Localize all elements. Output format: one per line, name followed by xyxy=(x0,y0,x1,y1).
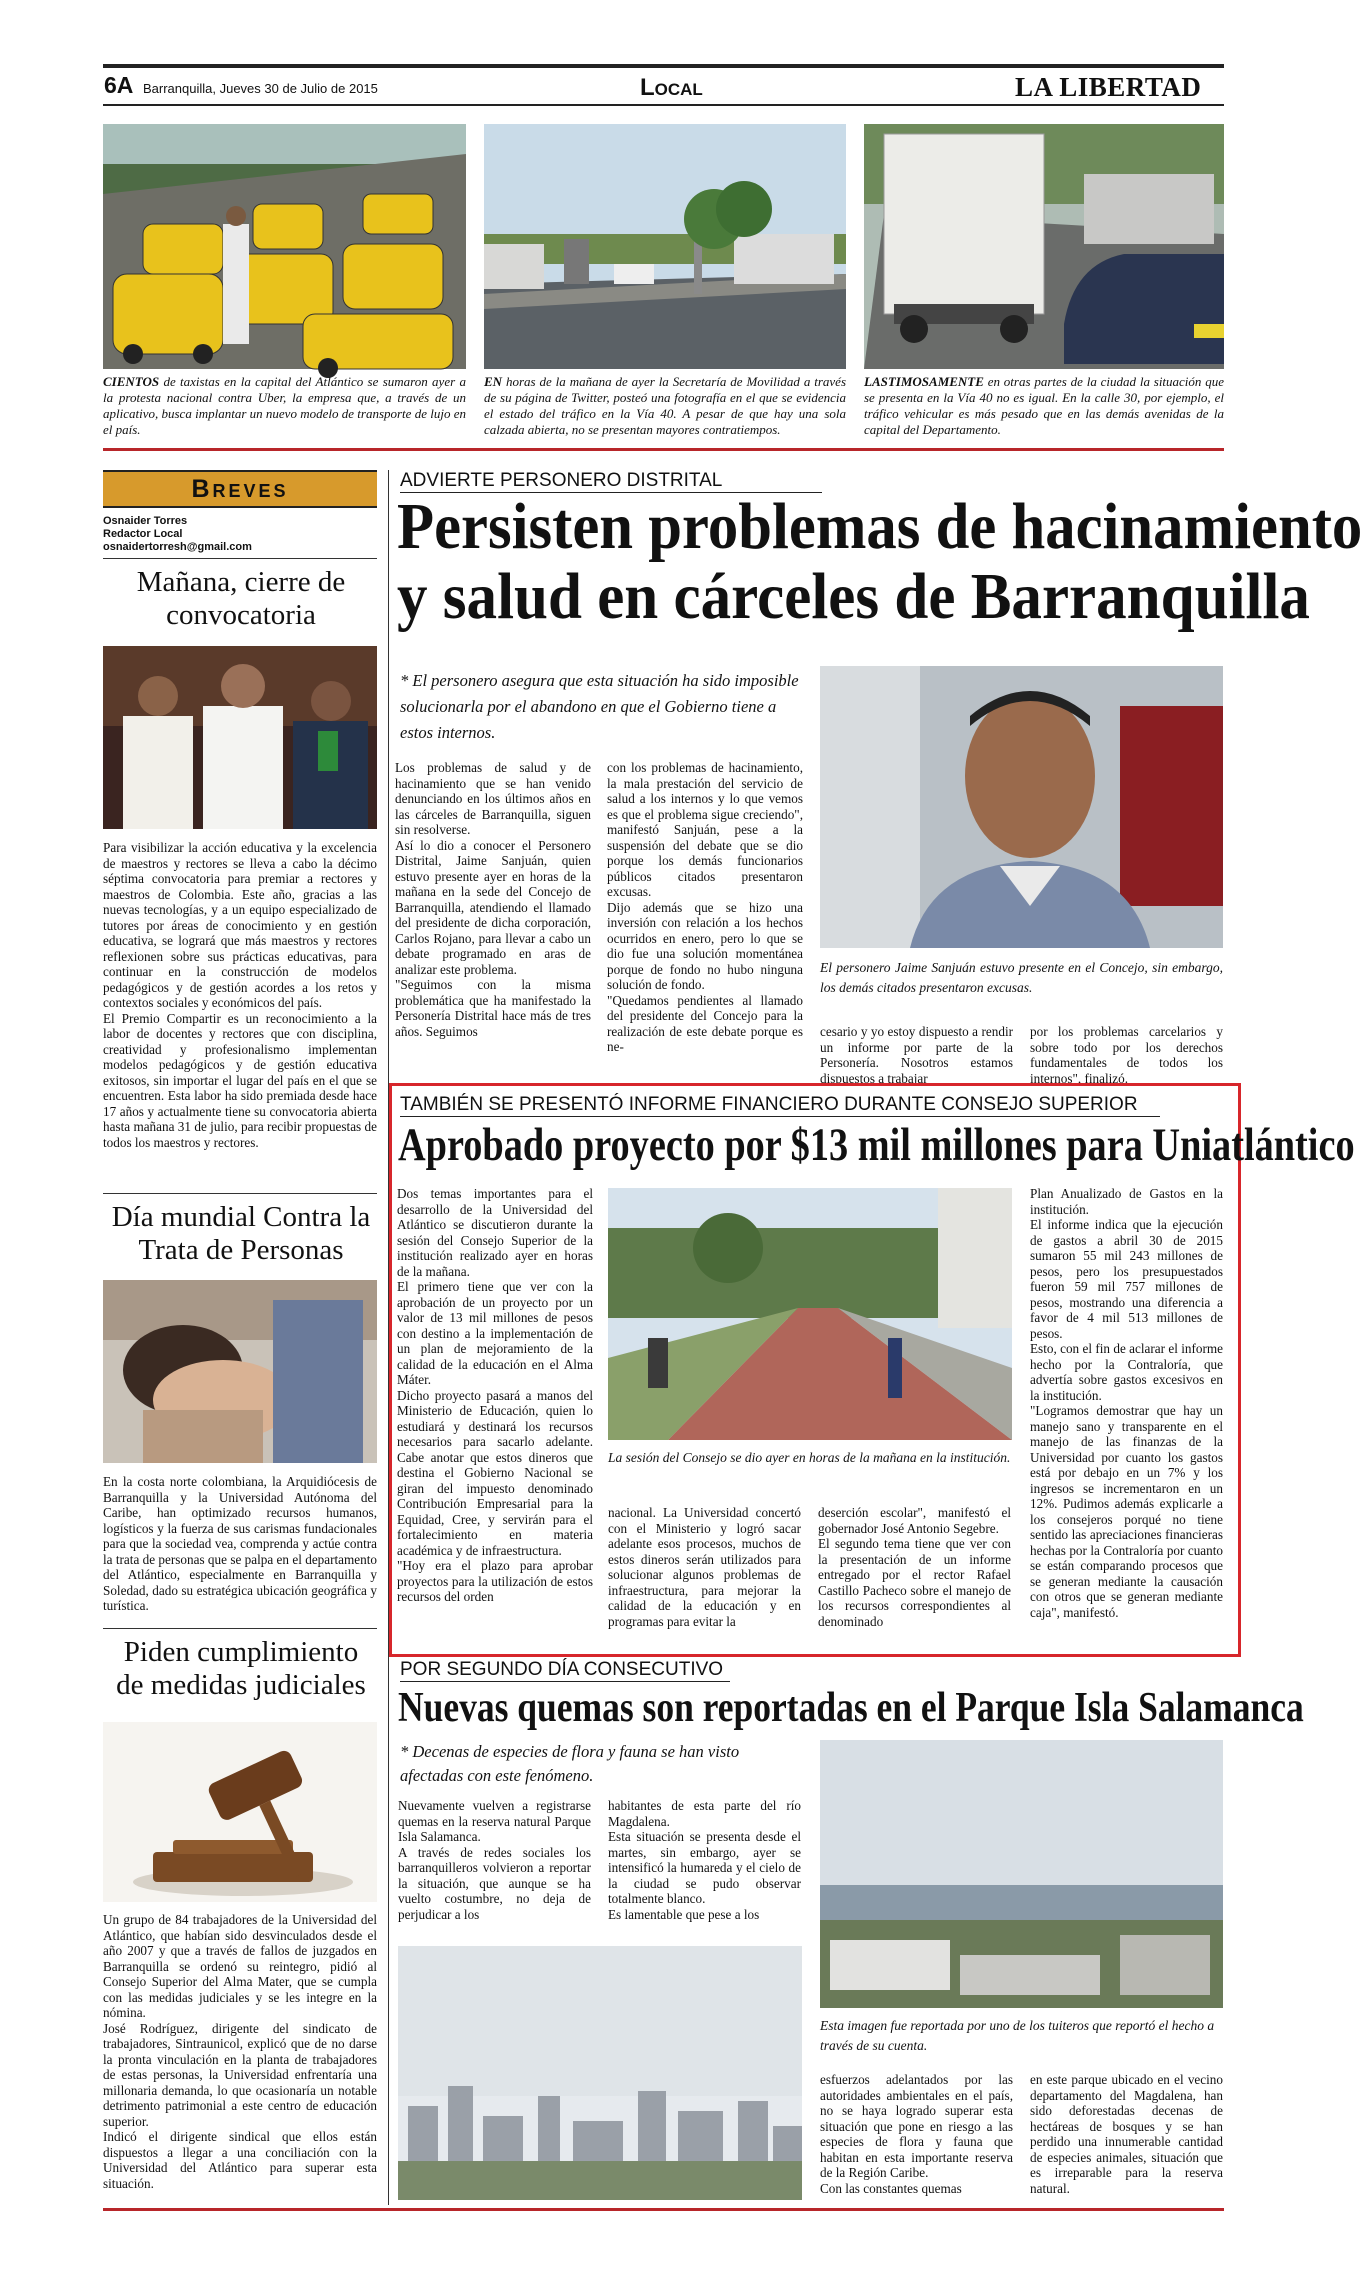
masthead: LA LIBERTAD xyxy=(1015,72,1202,102)
article1-col3: cesario y yo estoy dispuesto a rendir un informe por parte de la Personería. Nosotros estamos dispuestos a trabajar xyxy=(820,1024,1013,1086)
caption-text: en otras partes de la ciudad la situación que se presenta en la Vía 40 no es igual. En la calle 30, por ejemplo, el tráfico vehicular es más pesado que en las demás avenidas de la capital del Departamento. xyxy=(864,374,1224,437)
breve-body-1: Para visibilizar la acción educativa y la excelencia de maestros y rectores se lleva a cabo la décimo séptima convocatoria para premiar a rectores y maestros de Colombia. Este año, gracias a las nuevas tecnologías, y a un equipo especializado de tutores por áreas de conocimiento y en gestión educativa, se logrará que más maestros y rectores reflexionen sobre sus prácticas educativas, para continuar en la construcción de modelos pedagógicos y de gestión acordes a los retos y contextos sociales y económicos del país. El Premio Compartir es un reconocimiento a la labor de docentes y rectores que con disciplina, creatividad y profesionalismo implementan modelos pedagógicos y de gestión educativa exitosos, sin importar el lugar del país en el que se encuentren. Esta labor ha sido premiada desde hace 17 años y actualmente tiene su convocatoria abierta hasta mañana 31 de julio, para recibir propuestas de todos los maestros y rectores. xyxy=(103,840,377,1150)
breves-label: Breves xyxy=(191,475,289,503)
breves-banner xyxy=(103,470,377,508)
photo-premio xyxy=(103,646,377,829)
photo-personero xyxy=(820,666,1223,948)
article3-headline: Nuevas quemas son reportadas en el Parque Isla Salamanca xyxy=(398,1685,1304,1731)
caption-lead: EN xyxy=(484,374,503,389)
article2-col3: deserción escolar", manifestó el gobernador José Antonio Segebre. El segundo tema tiene que ver con la presentación de un informe entregado por el rector Rafael Castillo Pacheco sobre el manejo de los recursos correspondientes al denominado xyxy=(818,1505,1011,1629)
photo-calle30 xyxy=(864,124,1224,369)
article1-col2: con los problemas de hacinamiento, la mala prestación del servicio de salud a los internos y lo que vemos es que el problema sigue creciendo", manifestó Sanjuán, pese a la suspensión del debate que se dio porque los demás funcionarios públicos citados presentaron excusas. Dijo además que se hizo una inversión con relación a los hechos ocurridos en enero, pero lo que se dio fue una solución momentánea porque de fondo no hubo ninguna solución de fondo. "Quedamos pendientes al llamado del presidente del Concejo para la realización de este debate porque es ne- xyxy=(607,760,803,1054)
article2-col4: Plan Anualizado de Gastos en la institución. El informe indica que la ejecución de gastos a abril 30 de 2015 sumaron 55 mil 243 millones de pesos, pero los presupuestados fueron 59 mil 757 millones de pesos, mostrando una diferencia a favor de 4 mil 513 millones de pesos. Esto, con el fin de aclarar el informe hecho por la Contraloría, que advertía sobre gastos excesivos en la institución. "Logramos demostrar que hay un manejo sano y transparente en el manejo de las finanzas de la Universidad por cuanto los gastos está por debajo en un 7% y los ingresos se incrementaron en un 12%. Pudimos además explicarle a los consejeros porqué no tiene sentido las apreciaciones financieras hechas por la Contraloría por cuanto se están comparando procesos que se generan mediante la causación con otros que se generan mediante caja", manifestó. xyxy=(1030,1186,1223,1620)
photo-trata xyxy=(103,1280,377,1463)
caption-text: de taxistas en la capital del Atlántico se sumaron ayer a la protesta nacional contra Uber, la empresa que, a través de un aplicativo, busca implantar un nuevo modelo de transporte de lujo en el país. xyxy=(103,374,466,437)
top-rule xyxy=(103,64,1224,68)
article2-kicker: TAMBIÉN SE PRESENTÓ INFORME FINANCIERO DURANTE CONSEJO SUPERIOR xyxy=(400,1093,1160,1117)
article3-col2: habitantes de esta parte del río Magdalena. Esta situación se presenta desde el martes, sin embargo, ayer se intensificó la humareda y el cielo de la ciudad se pudo observar totalmente blanco. Es lamentable que pese a los xyxy=(608,1798,801,1922)
article1-col1: Los problemas de salud y de hacinamiento que se han venido denunciando en los últimos años en las cárceles de Barranquilla, siguen sin resolverse. Así lo dio a conocer el Personero Distrital, Jaime Sanjuán, quien estuvo presente ayer en horas de la mañana en la sede del Concejo de Barranquilla, atendiendo el llamado del presidente de dicha corporación, Carlos Rojano, para llevar a cabo un debate programado en aras de analizar este problema. "Seguimos con la misma problemática que ha manifestado la Personería Distrital hace más de tres años. Seguimos xyxy=(395,760,591,1039)
photo-uniatlantico xyxy=(608,1188,1012,1440)
article1-photo-caption: El personero Jaime Sanjuán estuvo presente en el Concejo, sin embargo, los demás citados presentaron excusas. xyxy=(820,960,1223,995)
breves-email: osnaidertorresh@gmail.com xyxy=(103,541,252,553)
breves-divider xyxy=(103,558,377,559)
page-number: 6A xyxy=(104,72,134,98)
article1-summary: * El personero asegura que esta situación ha sido imposible solucionarla por el abandono en que el Gobierno tiene a estos internos. xyxy=(400,671,799,742)
breve-title-3: Piden cumplimiento de medidas judiciales xyxy=(116,1636,366,1701)
breves-divider-3 xyxy=(103,1628,377,1629)
date-line: Barranquilla, Jueves 30 de Julio de 2015 xyxy=(143,81,378,96)
top-caption-2 xyxy=(484,374,846,438)
article3-col1: Nuevamente vuelven a registrarse quemas en la reserva natural Parque Isla Salamanca. A través de redes sociales los barranquilleros volvieron a reportar la situación, que aunque se ha vuelto costumbre, no deja de perjudicar a los xyxy=(398,1798,591,1922)
breves-role: Redactor Local xyxy=(103,528,183,540)
article2-col2: nacional. La Universidad concertó con el Ministerio y logró sacar adelante esos procesos, muchos de estos dineros serán utilizados para solucionar algunos problemas de infraestructura, para mejorar la calidad de la educación y en programas para evitar la xyxy=(608,1505,801,1629)
article2-headline: Aprobado proyecto por $13 mil millones para Uniatlántico xyxy=(398,1119,1355,1171)
top-caption-1 xyxy=(103,374,466,438)
article2-col1: Dos temas importantes para el desarrollo de la Universidad del Atlántico se discutieron durante la sesión del Consejo Superior de la institución realizado ayer en horas de la mañana. El primero tiene que ver con la aprobación de un proyecto por un valor de 13 mil millones de pesos con destino a la implementación de un plan de mejoramiento de la calidad de la educación en el Alma Máter. Dicho proyecto pasará a manos del Ministerio de Educación, quien lo estudiará y destinará los recursos necesarios para sacarlo adelante. Cabe anotar que estos dineros que destina el Gobierno Nacional se giran del impuesto denominado Contribución Empresarial para la Equidad, Cree, y servirán para el fortalecimiento en materia académica y de infraestructura. "Hoy era el plazo para aprobar proyectos para la utilización de estos recursos del orden xyxy=(397,1186,593,1604)
article3-summary: * Decenas de especies de flora y fauna se han visto afectadas con este fenómeno. xyxy=(400,1742,740,1785)
photo-humareda xyxy=(398,1946,802,2200)
caption-lead: CIENTOS xyxy=(103,374,160,389)
caption-lead: LASTIMOSAMENTE xyxy=(864,374,984,389)
breve-body-2: En la costa norte colombiana, la Arquidiócesis de Barranquilla y la Universidad Autónoma del Caribe, han optimizado recursos humanos, logísticos y la fuerza de sus carismas fundacionales para que la sociedad vea, comprenda y actúe contra la trata de personas que se palpa en el departamento del Atlántico, especialmente en Barranquilla y Soledad, dado su estratégica ubicación geográfica y turística. xyxy=(103,1474,377,1613)
article1-kicker: ADVIERTE PERSONERO DISTRITAL xyxy=(400,469,822,493)
breves-divider-2 xyxy=(103,1193,377,1194)
article2-photo-caption: La sesión del Consejo se dio ayer en horas de la mañana en la institución. xyxy=(608,1450,1011,1465)
article3-col4: en este parque ubicado en el vecino departamento del Magdalena, han sido deforestadas decenas de hectáreas de bosques y se han perdido una innumerable cantidad de especies animales, situación que es irreparable para la reserva natural. xyxy=(1030,2072,1223,2196)
article3-photo-caption: Esta imagen fue reportada por uno de los tuiteros que reportó el hecho a través de su cuenta. xyxy=(820,2018,1215,2053)
photo-via40 xyxy=(484,124,846,369)
article3-kicker: POR SEGUNDO DÍA CONSECUTIVO xyxy=(400,1658,730,1682)
top-section-rule xyxy=(103,448,1224,451)
breves-author: Osnaider Torres xyxy=(103,515,188,527)
article1-headline-line2: y salud en cárceles de Barranquilla xyxy=(397,560,1310,633)
article1-col4: por los problemas carcelarios y sobre todo por los derechos fundamentales de todos los internos", finalizó. xyxy=(1030,1024,1223,1086)
caption-text: horas de la mañana de ayer la Secretaría de Movilidad a través de su página de Twitter, posteó una fotografía en el que se evidencia el estado del tráfico en la Vía 40. A pesar de que hay una sola calzada abierta, no se presentan mayores contratiempos. xyxy=(484,374,846,437)
breve-body-3: Un grupo de 84 trabajadores de la Universidad del Atlántico, que habían sido desvinculados desde el año 2007 y que a través de fallos de juzgados en Barranquilla se ordenó su reintegro, pidió al Consejo Superior del Alma Mater, que se cumpla con las medidas judiciales y se les integre en la nómina. José Rodríguez, dirigente del sindicato de trabajadores, Sintraunicol, explicó que de no darse la pronta vinculación en la planta de trabajadores de estas personas, la Universidad enfrentaría una millonaria demanda, lo que ocasionaría un notable detrimento patrimonial a este centro de educación superior. Indicó el dirigente sindical que ellos están dispuestos a llegar a una conciliación con la Universidad del Atlántico para superar esta situación. xyxy=(103,1912,377,2191)
top-caption-3 xyxy=(864,374,1224,438)
article3-col3: esfuerzos adelantados por las autoridades ambientales en el país, no se haya logrado superar esta situación que pone en riesgo a las especies de flora y fauna que habitan en esta importante reserva de la Región Caribe. Con las constantes quemas xyxy=(820,2072,1013,2196)
photo-mazo xyxy=(103,1722,377,1902)
photo-isla-salamanca xyxy=(820,1740,1223,2008)
photo-taxis xyxy=(103,124,466,369)
section-label: Local xyxy=(640,74,703,101)
article1-headline-line1: Persisten problemas de hacinamiento xyxy=(397,490,1362,563)
breve-title-2: Día mundial Contra la Trata de Personas xyxy=(111,1201,371,1266)
breve-title-1: Mañana, cierre de convocatoria xyxy=(136,566,346,631)
header-bottom-rule xyxy=(103,104,1224,106)
bottom-rule xyxy=(103,2208,1224,2211)
